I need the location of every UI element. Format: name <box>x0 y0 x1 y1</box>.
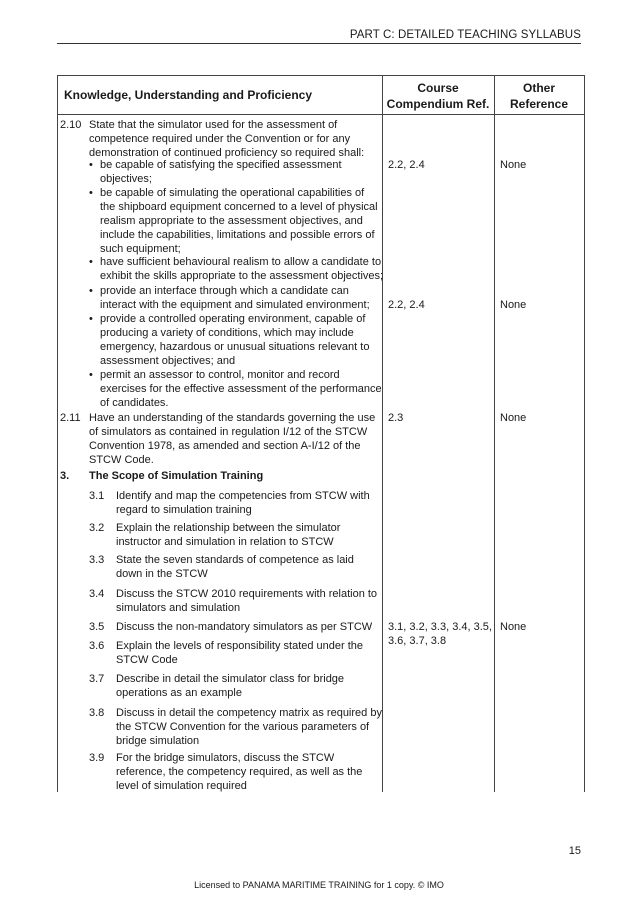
column-header-knowledge: Knowledge, Understanding and Proficiency <box>64 88 313 102</box>
sub-item-text-line: For the bridge simulators, discuss the STCW <box>116 752 335 764</box>
item-number: 2.10 <box>60 119 82 131</box>
sub-item-number: 3.2 <box>89 522 105 534</box>
sub-item-text-line: instructor and simulation in relation to STCW <box>116 536 334 548</box>
bullet-text-line: interact with the equipment and simulated environment; <box>100 299 370 311</box>
sub-item-number: 3.9 <box>89 752 105 764</box>
syllabus-table <box>57 75 585 792</box>
sub-item-text-line: Explain the levels of responsibility stated under the <box>116 640 364 652</box>
column-header-other <box>494 80 584 112</box>
bullet-text-line: such equipment; <box>100 243 181 255</box>
bullet-marker: • <box>89 159 93 171</box>
column-divider <box>382 76 383 792</box>
bullet-marker: • <box>89 369 93 381</box>
sub-item-text-line: regard to simulation training <box>116 504 252 516</box>
bullet-text-line: have sufficient behavioural realism to allow a candidate to <box>100 256 382 268</box>
bullet-text-line: provide an interface through which a candidate can <box>100 285 349 297</box>
header-divider <box>57 43 581 44</box>
sub-item-number: 3.6 <box>89 640 105 652</box>
item-text-line: competence required under the Convention or for any <box>89 133 351 145</box>
sub-item-text-line: STCW Code <box>116 654 178 666</box>
column-header-course-line1: Course <box>417 81 459 95</box>
bullet-text-line: objectives; <box>100 173 152 185</box>
column-header-other-line1: Other <box>522 81 555 95</box>
bullet-marker: • <box>89 313 93 325</box>
sub-item-number: 3.4 <box>89 588 105 600</box>
bullet-text-line: of candidates. <box>100 397 169 409</box>
column-divider <box>494 76 495 792</box>
sub-item-number: 3.5 <box>89 621 105 633</box>
course-ref-cell: 3.6, 3.7, 3.8 <box>388 635 447 647</box>
sub-item-text-line: Explain the relationship between the simulator <box>116 522 341 534</box>
bullet-text-line: exercises for the effective assessment of the performance <box>100 383 382 395</box>
item-text-line: Have an understanding of the standards governing the use <box>89 412 376 424</box>
course-ref-cell: 2.2, 2.4 <box>388 299 425 311</box>
course-ref-cell: 2.2, 2.4 <box>388 159 425 171</box>
item-text-line: demonstration of continued proficiency so required shall: <box>89 147 365 159</box>
header-row-divider <box>58 114 584 115</box>
license-footer: Licensed to PANAMA MARITIME TRAINING for 1 copy. © IMO <box>194 880 444 890</box>
bullet-text-line: the shipboard equipment concerned to a level of physical <box>100 201 378 213</box>
column-header-course-line2: Compendium Ref. <box>386 97 490 111</box>
sub-item-number: 3.8 <box>89 707 105 719</box>
item-text-line: Convention 1978, as amended and section A-I/12 of the <box>89 440 361 452</box>
bullet-marker: • <box>89 256 93 268</box>
bullet-text-line: emergency, hazardous or unusual situations relevant to <box>100 341 370 353</box>
section-number: 3. <box>60 470 70 482</box>
section-title: The Scope of Simulation Training <box>89 470 264 482</box>
bullet-text-line: be capable of simulating the operational capabilities of <box>100 187 365 199</box>
page-number: 15 <box>568 845 581 857</box>
bullet-text-line: be capable of satisfying the specified assessment <box>100 159 342 171</box>
sub-item-number: 3.3 <box>89 554 105 566</box>
bullet-text-line: permit an assessor to control, monitor and record <box>100 369 340 381</box>
bullet-text-line: realism appropriate to the assessment objectives, and <box>100 215 363 227</box>
sub-item-text-line: Describe in detail the simulator class for bridge <box>116 673 345 685</box>
bullet-text-line: provide a controlled operating environment, capable of <box>100 313 366 325</box>
bullet-text-line: producing a variety of conditions, which may include <box>100 327 354 339</box>
page-header-title: PART C: DETAILED TEACHING SYLLABUS <box>349 29 581 41</box>
sub-item-text-line: operations as an example <box>116 687 242 699</box>
column-header-other-line2: Reference <box>509 97 569 111</box>
sub-item-text-line: Identify and map the competencies from STCW with <box>116 490 370 502</box>
course-ref-cell: 2.3 <box>388 412 404 424</box>
sub-item-text-line: reference, the competency required, as well as the <box>116 766 363 778</box>
column-header-course <box>382 80 494 112</box>
item-number: 2.11 <box>60 412 81 424</box>
sub-item-text-line: bridge simulation <box>116 735 200 747</box>
sub-item-text-line: Discuss the STCW 2010 requirements with relation to <box>116 588 378 600</box>
bullet-text-line: include the capabilities, limitations and possible errors of <box>100 229 375 241</box>
other-ref-cell: None <box>500 159 527 171</box>
sub-item-text-line: down in the STCW <box>116 568 208 580</box>
bullet-text-line: assessment objectives; and <box>100 355 236 367</box>
item-text-line: State that the simulator used for the assessment of <box>89 119 338 131</box>
item-text-line: STCW Code. <box>89 454 154 466</box>
sub-item-number: 3.7 <box>89 673 105 685</box>
sub-item-text-line: simulators and simulation <box>116 602 241 614</box>
sub-item-text-line: State the seven standards of competence as laid <box>116 554 354 566</box>
item-text-line: of simulators as contained in regulation I/12 of the STCW <box>89 426 368 438</box>
sub-item-text-line: level of simulation required <box>116 780 247 792</box>
bullet-text-line: exhibit the skills appropriate to the assessment objectives; <box>100 270 384 282</box>
other-ref-cell: None <box>500 412 527 424</box>
course-ref-cell: 3.1, 3.2, 3.3, 3.4, 3.5, <box>388 621 492 633</box>
bullet-marker: • <box>89 187 93 199</box>
other-ref-cell: None <box>500 621 527 633</box>
sub-item-text-line: Discuss the non-mandatory simulators as per STCW <box>116 621 373 633</box>
other-ref-cell: None <box>500 299 527 311</box>
bullet-marker: • <box>89 285 93 297</box>
sub-item-text-line: Discuss in detail the competency matrix as required by <box>116 707 382 719</box>
sub-item-number: 3.1 <box>89 490 105 502</box>
sub-item-text-line: the STCW Convention for the various parameters of <box>116 721 370 733</box>
